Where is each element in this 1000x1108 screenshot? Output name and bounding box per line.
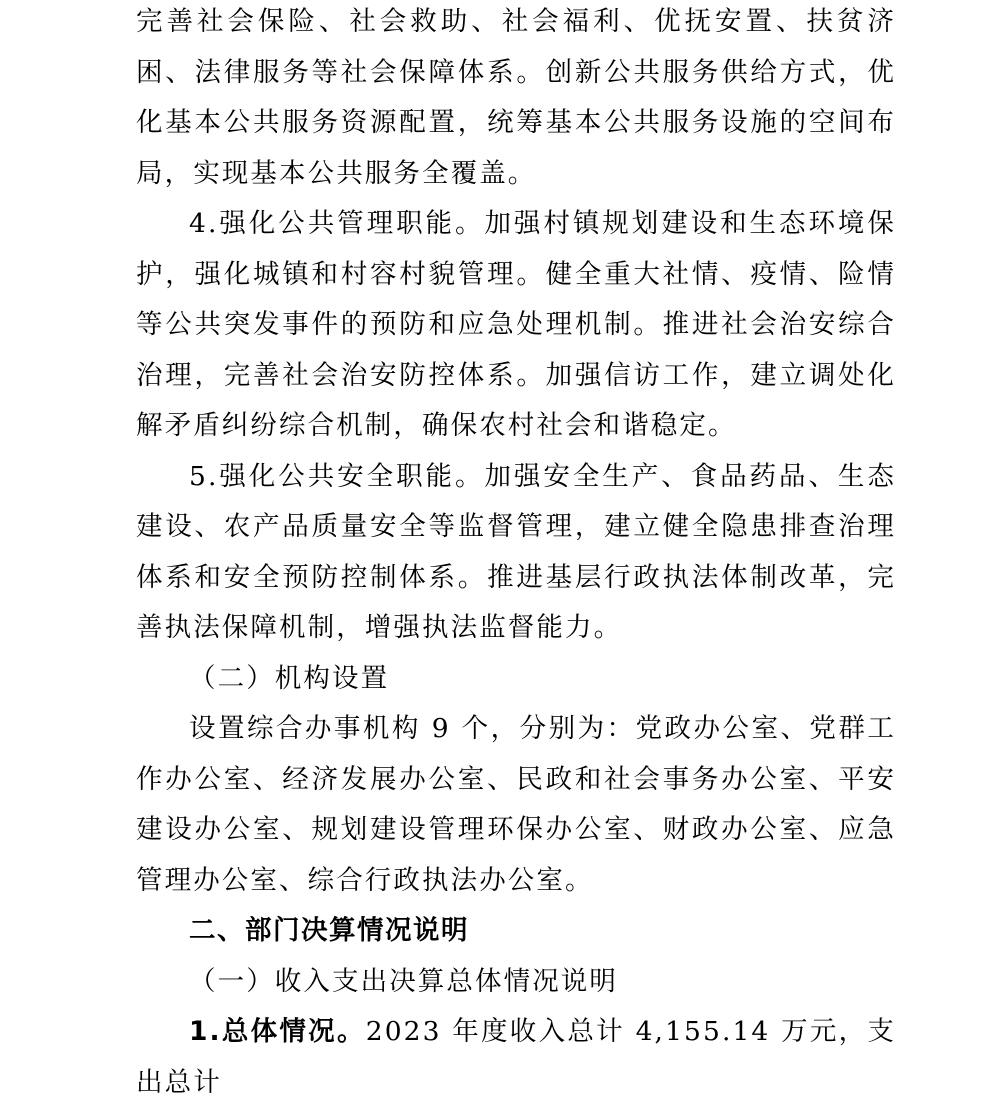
- document-page: [136, 0, 896, 1108]
- paragraph-public-safety: 5.强化公共安全职能。加强安全生产、食品药品、生态建设、农产品质量安全等监督管理，建立健全隐患排查治理体系和安全预防控制体系。推进基层行政执法体制改革，完善执法保障机制，增强执法监督能力。: [136, 460, 896, 643]
- overall-situation-text: 2023 年度收入总计 4,155.14 万元，支出总计: [136, 1016, 896, 1098]
- paragraph-organization-list: 设置综合办事机构 9 个，分别为：党政办公室、党群工作办公室、经济发展办公室、民政和社会事务办公室、平安建设办公室、规划建设管理环保办公室、财政办公室、应急管理办公室、综合行政执法办公室。: [136, 713, 896, 896]
- heading-income-expense-overview: （一）收入支出决算总体情况说明: [189, 965, 618, 997]
- overall-situation-lead: 1.总体情况。: [189, 1016, 366, 1047]
- heading-section-2: 二、部门决算情况说明: [189, 915, 469, 946]
- heading-organization-setup: （二）机构设置: [189, 662, 390, 694]
- paragraph-public-service: 完善社会保险、社会救助、社会福利、优抚安置、扶贫济困、法律服务等社会保障体系。创新公共服务供给方式，优化基本公共服务资源配置，统筹基本公共服务设施的空间布局，实现基本公共服务全覆盖。: [136, 6, 896, 189]
- paragraph-overall-situation: [136, 1007, 896, 1108]
- paragraph-public-management: 4.强化公共管理职能。加强村镇规划建设和生态环境保护，强化城镇和村容村貌管理。健全重大社情、疫情、险情等公共突发事件的预防和应急处理机制。推进社会治安综合治理，完善社会治安防控体系。加强信访工作，建立调处化解矛盾纠纷综合机制，确保农村社会和谐稳定。: [136, 208, 896, 441]
